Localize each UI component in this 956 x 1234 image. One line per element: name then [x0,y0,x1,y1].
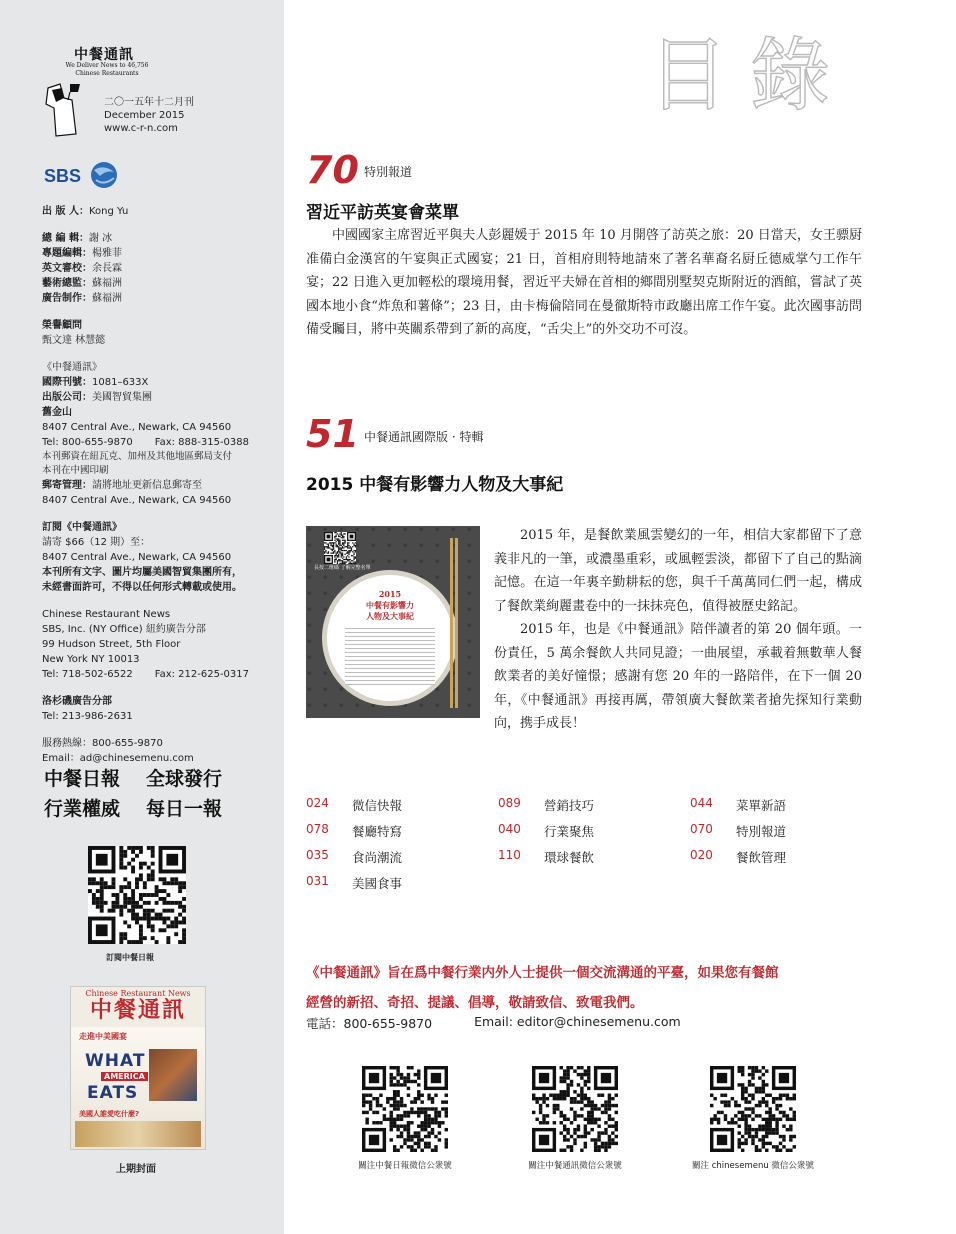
issue-info: 二〇一五年十二月刊 December 2015 www.c-r-n.com [104,97,194,134]
feature-page-number[interactable]: 70 [306,148,359,192]
chopsticks-icon [450,538,458,708]
subscription: 訂閱《中餐通訊》 請寄 $66（12 期）至： 8407 Central Ave., Newark, CA 94560 本刊所有文字、圖片均屬美國智貿集團所有， 未經書面許可，不得以任何形式轉載或使用。 [42,522,242,593]
contribution-notice: 《中餐通訊》旨在爲中餐行業内外人士提供一個交流溝通的平臺，如果您有餐館 經營的新招、奇招、提議、倡導，敬請致信、致電我們。 [306,965,779,1011]
feature-thumbnail[interactable]: 長按二维碼 了解完整名單 2015 中餐有影響力 人物及大事紀 [306,526,480,718]
feature-title[interactable]: 習近平訪英宴會菜單 [306,203,459,223]
last-cover-caption: 上期封面 [116,1164,156,1175]
feature-category: 中餐通訊國際版 · 特輯 [364,430,484,444]
contact-info [306,1014,681,1032]
section-item[interactable]: 110 環球餐飲 [498,848,595,865]
feature-category: 特別報道 [364,165,413,179]
website-link[interactable]: www.c-r-n.com [104,123,178,134]
masthead-tagline: We Deliver News to 46,756 Chinese Restaurants [65,62,149,77]
staff-row: 廣告制作： 蘇福洲 [42,293,122,304]
section-item[interactable]: 040 行業聚焦 [498,822,595,839]
staff-row: 總 編 輯： 謝 冰 [42,233,113,244]
qr-caption: 訂閱中餐日報 [106,953,154,962]
feature-body: 2015 年，是餐飲業風雲變幻的一年，相信大家都留下了意義非凡的一筆，或濃墨重彩，或風輕雲淡，都留下了自己的點滴記憶。在這一年裏辛勤耕耘的您，與千千萬萬同仁們一起，構成了餐飲業絢麗畫卷中的一抹抹亮色，值得被歷史銘記。 2015 年，也是《中餐通訊》陪伴讀者的第 20 個年頭。一份責任，5 萬余餐飲人共同見證；一曲展望，承載着無數華人餐飲業者的美好憧憬；感謝有您 20 年的一路陪伴，在下一個 20 年，《中餐通訊》再接再厲，帶領廣大餐飲業者搶先探知行業動向，携手成長！ [494,528,862,731]
staff-row: 藝術總監： 蘇福洲 [42,278,122,289]
toc-title: 目錄 [648,29,852,122]
masthead-logo: 中餐通訊 [74,47,134,63]
section-item[interactable]: 020 餐飲管理 [690,848,787,865]
qr-card[interactable]: 關注中餐通訊微信公衆號 [500,1066,650,1176]
feature-title[interactable]: 2015 中餐有影響力人物及大事紀 [306,475,564,495]
masthead [40,40,280,140]
section-item[interactable]: 031 美國食事 [306,874,403,891]
cover-photo [149,1049,197,1101]
qr-card[interactable]: 關注 chinesemenu 微信公衆號 [678,1066,828,1176]
staff-row: 專題編輯： 楊雅菲 [42,248,122,259]
qr-code-icon [362,1066,448,1152]
waiter-icon [42,78,82,138]
section-item[interactable]: 070 特別報道 [690,822,787,839]
advisors: 榮譽顧問 甄文達 林慧懿 [42,320,106,346]
publisher-company-row: 出版公司： 美國智貿集團 [42,392,152,403]
section-item[interactable]: 089 營銷技巧 [498,796,595,813]
ny-office: Chinese Restaurant News SBS, Inc. (NY Office) 紐約廣告分部 99 Hudson Street, 5th Floor New York NY 10013 Tel: 718-502-6522 Fax: 212-625-0317 [42,609,250,680]
la-office: 洛杉磯廣告分部 Tel: 213-986-2631 [42,696,133,722]
contact-phone[interactable]: 電話：800-655-9870 [306,1016,433,1031]
service-hotline: 服務熱線：800-655-9870 [42,738,163,749]
qr-card[interactable]: 關注中餐日報微信公衆號 [330,1066,480,1176]
section-item[interactable]: 044 菜單新語 [690,796,787,813]
contact-email[interactable]: Email: editor@chinesemenu.com [474,1014,681,1029]
feature-body: 中國國家主席習近平與夫人彭麗媛于 2015 年 10 月開啓了訪英之旅：20 日當天，女王骠厨准備白金漢宮的午宴與正式國宴；21 日，首相府則特地請來了著名華裔名厨丘德威掌勺工作午宴；22 日進入更加輕松的環境用餐，習近平夫婦在首相的鄉間別墅契克斯附近的酒館，嘗試了英國本地小食“炸魚和薯條”；23 日，由卡梅倫陪同在曼徹斯特市政廳出席工作午宴。此次國事訪問備受矚目，將中英關系帶到了新的高度，“舌尖上”的外交功不可沒。 [306,228,862,337]
feature-page-number[interactable]: 51 [306,412,359,456]
staff-row: 英文審校： 余長霖 [42,263,122,274]
sidebar [0,0,284,1234]
magazine-name: 《中餐通訊》 [42,362,102,373]
section-item[interactable]: 024 微信快報 [306,796,403,813]
qr-code-icon [324,532,356,564]
last-issue-cover[interactable]: Chinese Restaurant News 中餐通訊 走進中美國宴 WHAT AMERICA EATS 美國人誰愛吃什麼? [70,986,206,1150]
cover-food-photo [75,1121,201,1147]
sbs-logo-icon [42,160,122,190]
sbs-logo-text: SBS [44,166,82,186]
section-item[interactable]: 078 餐廳特寫 [306,822,403,839]
qr-code-icon[interactable] [88,846,186,944]
qr-code-icon [710,1066,796,1152]
issn-row: 國際刊號： 1081–633X [42,377,149,388]
service-email[interactable]: Email：ad@chinesemenu.com [42,753,194,764]
qr-code-icon [532,1066,618,1152]
credits [42,204,278,766]
mail-admin: 郵寄管理： 請將地址更新信息郵寄至 8407 Central Ave., Newark, CA 94560 [42,480,232,506]
section-item[interactable]: 035 食尚潮流 [306,848,403,865]
slogan: 中餐日報 全球發行 行業權威 每日一報 [44,768,223,820]
publisher-row: 出 版 人： Kong Yu [42,206,129,217]
plate-graphic: 2015 中餐有影響力 人物及大事紀 [322,570,458,706]
sf-office: 舊金山 8407 Central Ave., Newark, CA 94560 Tel: 800-655-9870 Fax: 888-315-0388 本刊郵資在紐瓦克、加州及其他地區郵局支付 本刊在中國印刷 [42,407,250,476]
